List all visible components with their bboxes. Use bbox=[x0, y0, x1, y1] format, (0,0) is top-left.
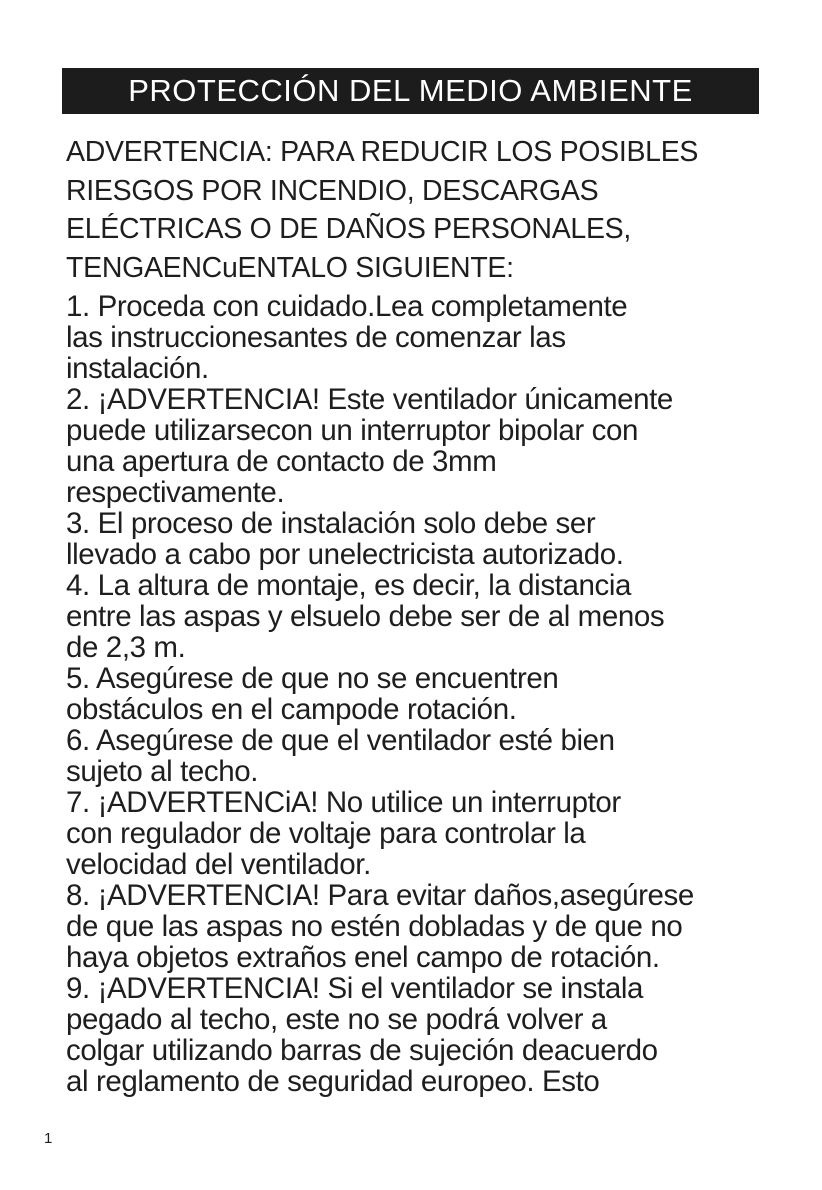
instruction-line: 4. La altura de montaje, es decir, la distancia bbox=[66, 569, 631, 602]
instruction-line: obstáculos en el campode rotación. bbox=[66, 693, 517, 726]
instruction-line: sujeto al techo. bbox=[66, 755, 259, 788]
instruction-line: 2. ¡ADVERTENCIA! Este ventilador únicamente bbox=[66, 383, 673, 416]
instruction-line: al reglamento de seguridad europeo. Esto bbox=[66, 1065, 600, 1098]
instruction-line: de 2,3 m. bbox=[66, 631, 186, 664]
instruction-line: entre las aspas y elsuelo debe ser de al menos bbox=[66, 600, 665, 633]
warning-line: RIESGOS POR INCENDIO, DESCARGAS bbox=[66, 174, 599, 207]
instruction-line: respectivamente. bbox=[66, 476, 285, 509]
page-number: 1 bbox=[44, 1130, 53, 1147]
section-title-bar bbox=[62, 68, 759, 114]
instruction-line: haya objetos extraños enel campo de rotación. bbox=[66, 941, 660, 974]
instruction-line: 6. Asegúrese de que el ventilador esté bien bbox=[66, 724, 615, 757]
instruction-line: 8. ¡ADVERTENCIA! Para evitar daños,asegúrese bbox=[66, 879, 694, 912]
instruction-line: llevado a cabo por unelectricista autorizado. bbox=[66, 538, 624, 571]
instruction-line: colgar utilizando barras de sujeción deacuerdo bbox=[66, 1034, 658, 1067]
instruction-line: de que las aspas no estén dobladas y de que no bbox=[66, 910, 683, 943]
instruction-line: las instruccionesantes de comenzar las bbox=[66, 321, 566, 354]
instructions-list bbox=[66, 291, 776, 1097]
warning-line: ELÉCTRICAS O DE DAÑOS PERSONALES, bbox=[66, 213, 631, 245]
instruction-line: velocidad del ventilador. bbox=[66, 848, 371, 881]
warning-line: TENGAENCuENTALO SIGUIENTE: bbox=[66, 251, 514, 284]
section-title: PROTECCIÓN DEL MEDIO AMBIENTE bbox=[128, 73, 693, 108]
instruction-line: 3. El proceso de instalación solo debe ser bbox=[66, 507, 596, 540]
warning-line: ADVERTENCIA: PARA REDUCIR LOS POSIBLES bbox=[66, 136, 699, 168]
instruction-line: 5. Asegúrese de que no se encuentren bbox=[66, 662, 559, 695]
instruction-line: una apertura de contacto de 3mm bbox=[66, 445, 497, 478]
instruction-line: 7. ¡ADVERTENCiA! No utilice un interruptor bbox=[66, 786, 621, 819]
warning-block bbox=[66, 133, 766, 287]
instruction-line: puede utilizarsecon un interruptor bipolar con bbox=[66, 414, 638, 447]
instruction-line: 1. Proceda con cuidado.Lea completamente bbox=[66, 290, 628, 323]
instruction-line: pegado al techo, este no se podrá volver a bbox=[66, 1003, 607, 1036]
instruction-line: instalación. bbox=[66, 352, 209, 385]
instruction-line: 9. ¡ADVERTENCIA! Si el ventilador se instala bbox=[66, 972, 644, 1005]
instruction-line: con regulador de voltaje para controlar la bbox=[66, 817, 586, 850]
